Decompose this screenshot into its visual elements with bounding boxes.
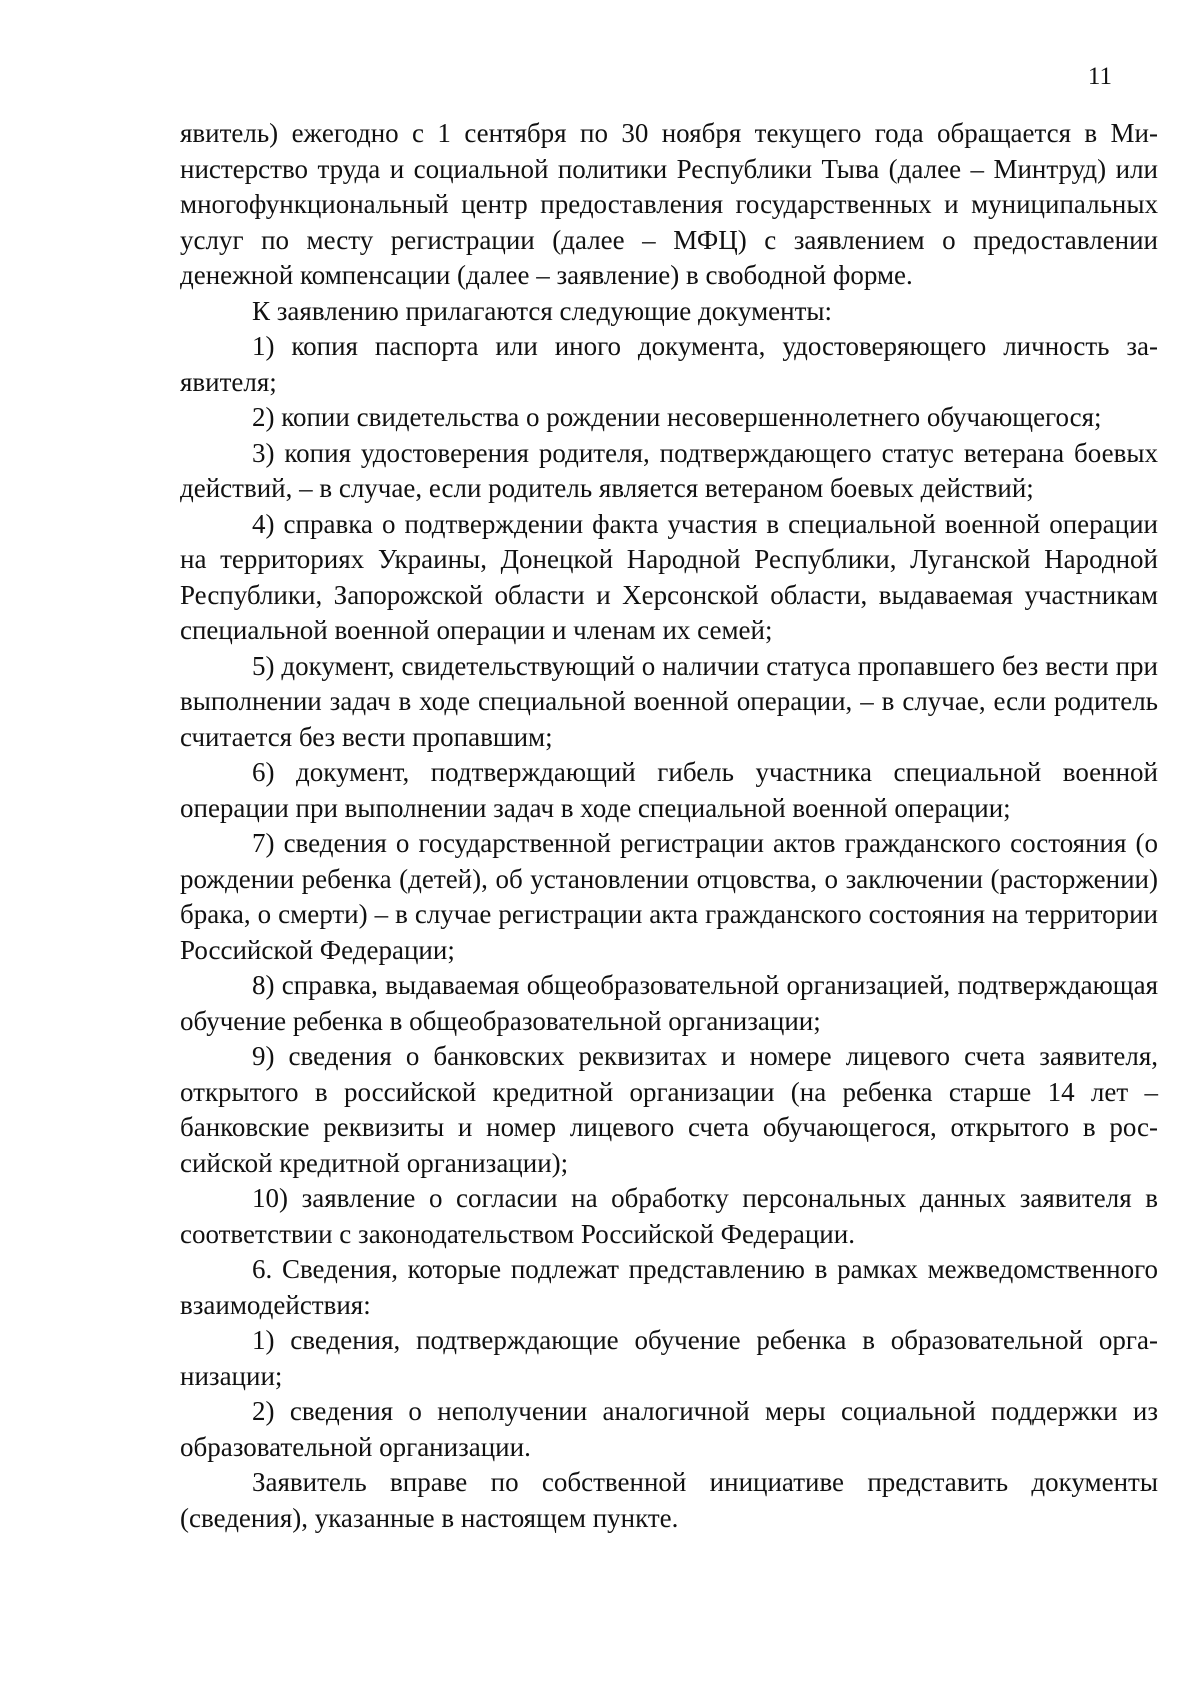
list-item-2-birth-certificate: 2) копии свидетельства о рождении несовершеннолетнего обучающегося; <box>252 402 1102 432</box>
list-item-6-death-document: 6) документ, подтверждающий гибель участника специальной военной операции при выполнении задач в ходе специальной военной операции; <box>180 757 1158 823</box>
section-6-item-2-non-receipt-info: 2) сведения о неполучении аналогичной меры социальной поддержки из образовательной организации. <box>180 1396 1158 1462</box>
list-item-5-missing-status-document: 5) документ, свидетельствующий о наличии статуса пропавшего без вести при выполнении задач в ходе специальной военной операции, – в случае, если родитель считается без вести пропавшим; <box>180 650 1158 752</box>
paragraph-section-6-heading: 6. Сведения, которые подлежат представлению в рамках межведомственного взаимодействия: <box>180 1254 1158 1320</box>
list-item-4-participation-certificate: 4) справка о подтверждении факта участия в специальной военной операции на территориях Украины, Донецкой Народной Республики, Луганской Народной Республики, Запорожской области и Херсонской области, выдаваемая участникам специальной военной операции и членам их семей; <box>180 508 1158 645</box>
paragraph-intro-continuation: явитель) ежегодно с 1 сентября по 30 ноября текущего года обращается в Министерство труда и социальной политики Республики Тыва (далее – Минтруд) или многофункциональный центр предоставления государственных и муниципальных услуг по месту регистрации (далее – МФЦ) с заявлением о предоставлении денежной компенсации (далее – заявление) в свободной форме. <box>180 118 1158 290</box>
document-body <box>180 116 1158 1536</box>
list-item-1-passport-copy: 1) копия паспорта или иного документа, удостоверяющего личность заявителя; <box>180 331 1158 397</box>
section-6-item-1-education-info: 1) сведения, подтверждающие обучение ребенка в образовательной организации; <box>180 1325 1158 1391</box>
page-number: 11 <box>1087 63 1112 90</box>
list-item-8-school-certificate: 8) справка, выдаваемая общеобразовательной организацией, подтверждающая обучение ребенка в общеобразовательной организации; <box>180 970 1158 1036</box>
paragraph-applicant-right: Заявитель вправе по собственной инициативе представить документы (сведения), указанные в настоящем пункте. <box>180 1467 1158 1533</box>
paragraph-documents-list-heading: К заявлению прилагаются следующие документы: <box>252 295 833 326</box>
list-item-7-civil-registration-info: 7) сведения о государственной регистрации актов гражданского состояния (о рождении ребенка (детей), об установлении отцовства, о заключении (расторжении) брака, о смерти) – в случае регистрации акта гражданского состояния на территории Российской Федерации; <box>180 828 1158 965</box>
list-item-3-veteran-certificate: 3) копия удостоверения родителя, подтверждающего статус ветерана боевых действий, – в случае, если родитель является ветераном боевых действий; <box>180 437 1158 503</box>
list-item-9-bank-details: 9) сведения о банковских реквизитах и номере лицевого счета заявителя, открытого в российской кредитной организации (на ребенка старше 14 лет – банковские реквизиты и номер лицевого счета обучающегося, открытого в российской кредитной организации); <box>180 1041 1158 1178</box>
list-item-10-data-consent: 10) заявление о согласии на обработку персональных данных заявителя в соответствии с законодательством Российской Федерации. <box>180 1183 1158 1249</box>
